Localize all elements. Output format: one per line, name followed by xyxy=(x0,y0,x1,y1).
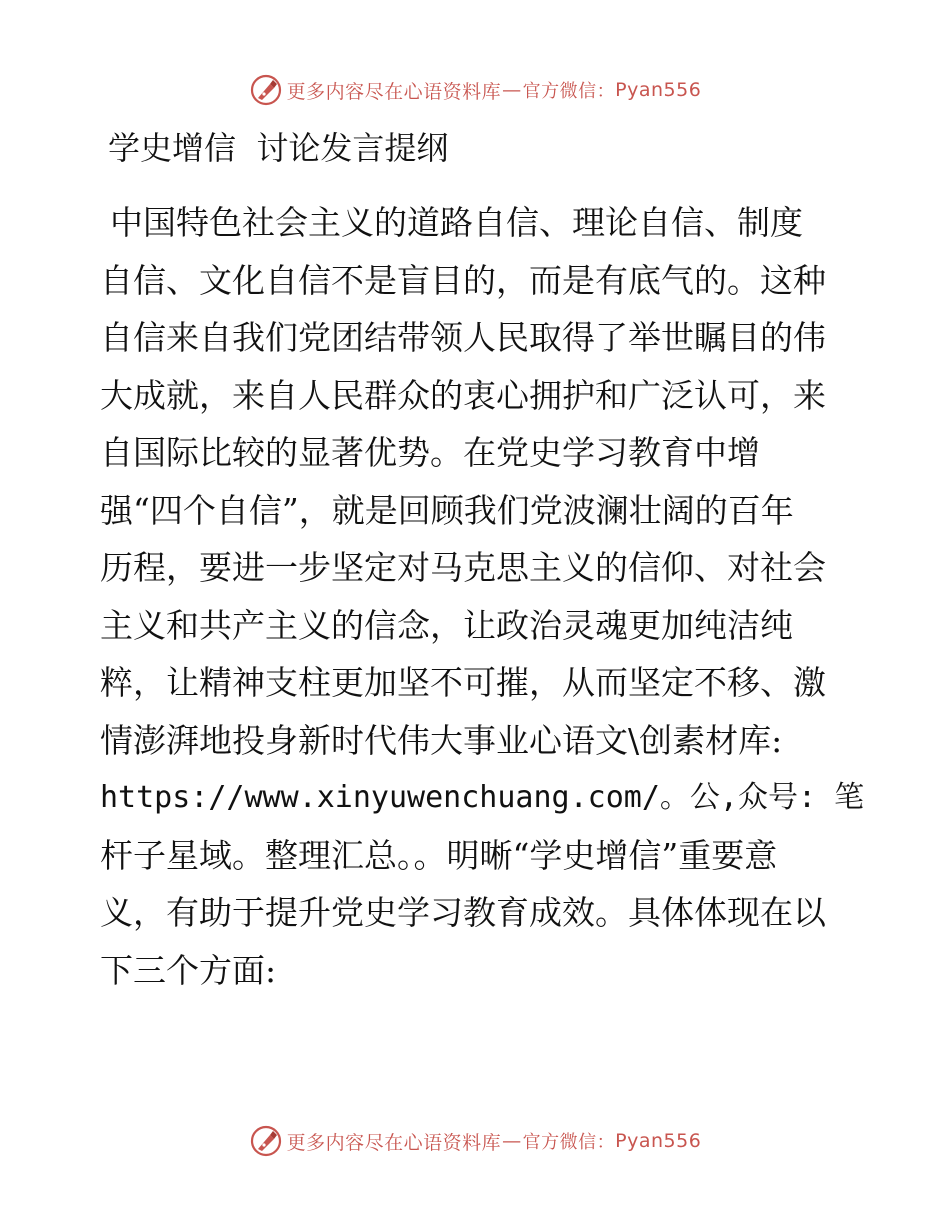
body-line: 大成就，来自人民群众的衷心拥护和广泛认可，来 xyxy=(100,375,826,415)
body-line: 中国特色社会主义的道路自信、理论自信、制度 xyxy=(110,203,803,242)
body-line: 下三个方面: xyxy=(100,950,277,990)
body-line: 自国际比较的显著优势。在党史学习教育中增 xyxy=(100,433,760,472)
body-line: 自信、文化自信不是盲目的，而是有底气的。这种 xyxy=(100,260,826,300)
watermark-label: 官方微信： xyxy=(522,81,616,102)
document-title: 学史增信 讨论发言提纲 xyxy=(108,129,449,167)
body-line: 主义和共产主义的信念，让政治灵魂更加纯洁纯 xyxy=(100,605,793,645)
body-line: 粹，让精神支柱更加坚不可摧，从而坚定不移、激 xyxy=(100,663,826,702)
document-body xyxy=(100,194,865,999)
pen-nib-logo-icon xyxy=(249,1124,283,1158)
watermark-brand: 更多内容尽在心语资料库 xyxy=(286,80,502,103)
watermark-separator: — xyxy=(502,79,522,101)
watermark-id: Pyan556 xyxy=(615,1130,702,1152)
watermark-brand: 更多内容尽在心语资料库 xyxy=(286,1131,502,1154)
body-line: 义，有助于提升党史学习教育成效。具体体现在以 xyxy=(100,893,826,932)
body-line: 自信来自我们党团结带领人民取得了举世瞩目的伟 xyxy=(100,318,826,357)
body-line: 情澎湃地投身新时代伟大事业心语文\创素材库: xyxy=(100,720,783,760)
watermark-id: Pyan556 xyxy=(615,79,702,101)
watermark-label: 官方微信： xyxy=(522,1132,616,1153)
watermark-separator: — xyxy=(502,1130,522,1152)
header-watermark xyxy=(0,72,950,108)
body-line: 杆子星域。整理汇总。。明晰“学史增信”重要意 xyxy=(100,835,778,875)
body-line: 历程，要进一步坚定对马克思主义的信仰、对社会 xyxy=(100,548,826,587)
body-line: 强“四个自信”，就是回顾我们党波澜壮阔的百年 xyxy=(100,490,794,530)
pen-nib-logo-icon xyxy=(249,73,283,107)
body-line-url: https://www.xinyuwenchuang.com/。公,众号: 笔 xyxy=(100,780,865,815)
footer-watermark xyxy=(0,1123,950,1159)
